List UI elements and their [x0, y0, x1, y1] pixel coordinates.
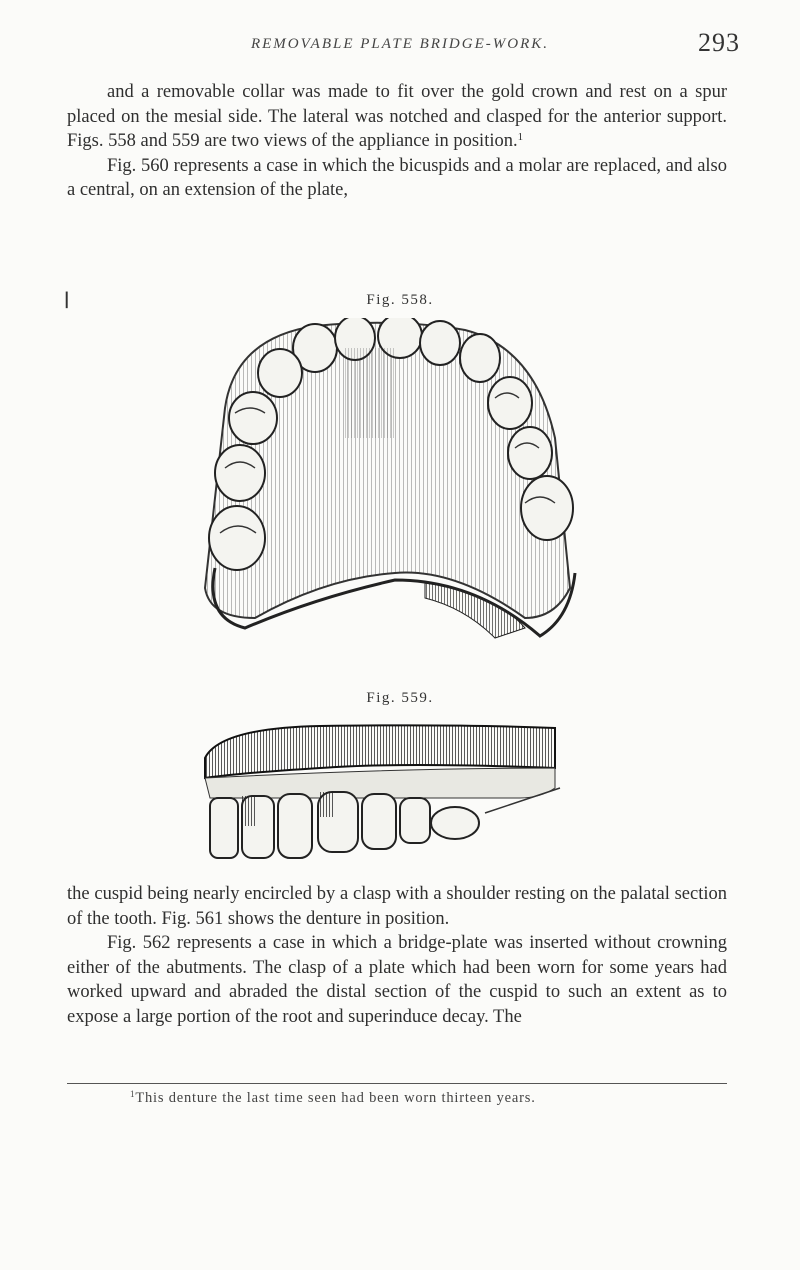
- page-number: 293: [698, 28, 740, 57]
- top-text-block: [67, 80, 727, 203]
- footnote-text: This denture the last time seen had been worn thirteen years.: [135, 1090, 536, 1106]
- paragraph-1: [67, 80, 727, 154]
- footnote-rule: [67, 1083, 727, 1084]
- footnote-reference: 1: [517, 131, 524, 143]
- footnote-marker: 1: [130, 1089, 136, 1099]
- bottom-text-block: [67, 882, 727, 1029]
- paragraph-1-text: and a removable collar was made to fit over the gold crown and rest on a spur placed on the mesial side. The lateral was notched and clasped for the anterior support. Figs. 558 and 559 are two views of the appliance in position.: [67, 82, 727, 151]
- denture-side-view-engraving: [200, 718, 565, 863]
- footnote: [130, 1090, 730, 1107]
- figure-559-illustration: [200, 718, 565, 863]
- figure-558-illustration: [195, 318, 590, 663]
- figure-558-caption: Fig. 558.: [366, 292, 434, 308]
- paragraph-2: Fig. 560 represents a case in which the bicuspids and a molar are replaced, and also a central, on an extension of the plate,: [67, 155, 727, 200]
- running-head: REMOVABLE PLATE BRIDGE-WORK.: [250, 36, 550, 52]
- paragraph-3: the cuspid being nearly encircled by a clasp with a shoulder resting on the palatal section of the tooth. Fig. 561 shows the denture in position.: [67, 884, 727, 929]
- upper-denture-plate-engraving: [195, 318, 590, 663]
- margin-mark: ❘: [60, 291, 74, 308]
- figure-559-caption: Fig. 559.: [366, 690, 434, 706]
- paragraph-4: Fig. 562 represents a case in which a bridge-plate was inserted without crowning either of the abutments. The clasp of a plate which had been worn for some years had worked upward and abraded the distal section of the cuspid to such an extent as to expose a large portion of the root and superinduce decay. The: [67, 933, 727, 1027]
